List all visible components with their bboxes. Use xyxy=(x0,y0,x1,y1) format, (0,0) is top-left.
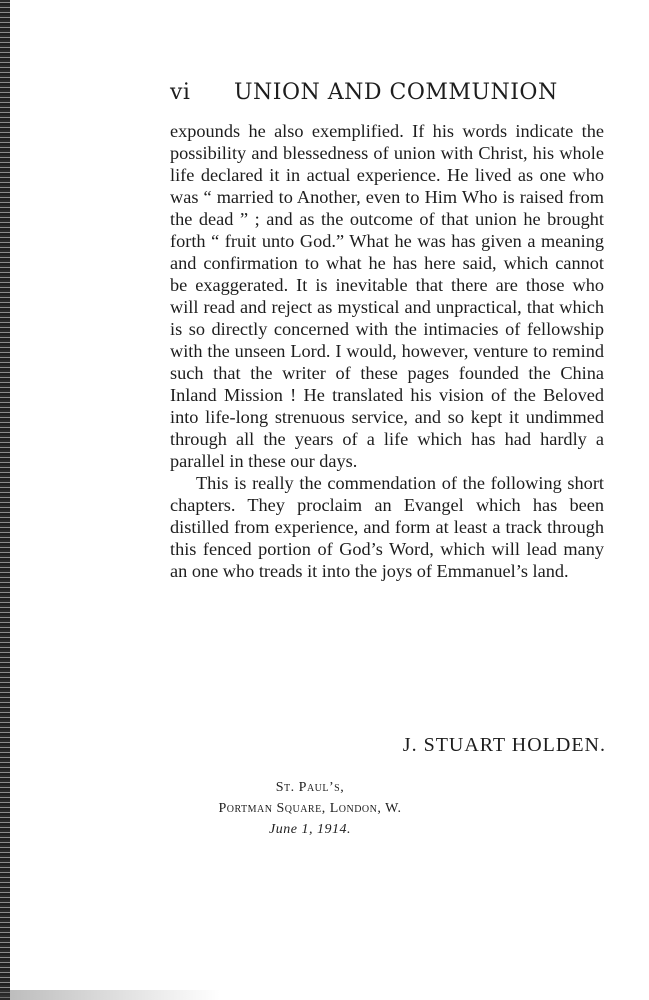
book-binding-edge xyxy=(0,0,10,1000)
address-date: June 1, 1914. xyxy=(269,822,351,837)
address-street: Portman Square, London, W. xyxy=(218,801,402,816)
signature: J. STUART HOLDEN. xyxy=(402,734,606,756)
page-header xyxy=(170,80,590,110)
address-church: St. Paul’s, xyxy=(275,780,345,795)
running-title: UNION AND COMMUNION xyxy=(234,80,558,105)
body-text xyxy=(170,120,604,582)
paragraph-commendation: This is really the commendation of the following short chapters. They proclaim an Evangel which has been distilled from experience, and form at least a track through this fenced portion of God’s Word, which will lead many an one who treads it into the joys of Emmanuel’s land. xyxy=(170,473,604,581)
paragraph-continuation: expounds he also exemplified. If his words indicate the possibility and blessedness of union with Christ, his whole life declared it in actual experience. He lived as one who was “ married to Another, even to Him Who is raised from the dead ” ; and as the outcome of that union he brought forth “ fruit unto God.” What he was has given a meaning and confirmation to what he has here said, which cannot be exaggerated. It is inevitable that there are those who will read and reject as mystical and unpractical, that which is so directly concerned with the intimacies of fellowship with the unseen Lord. I would, however, venture to remind such that the writer of these pages founded the China Inland Mission ! He translated his vision of the Beloved into life-long strenuous service, and so kept it undimmed through all the years of a life which has had hardly a parallel in these our days. xyxy=(170,121,604,471)
page-shadow xyxy=(0,990,220,1000)
page-number: vi xyxy=(170,80,191,105)
